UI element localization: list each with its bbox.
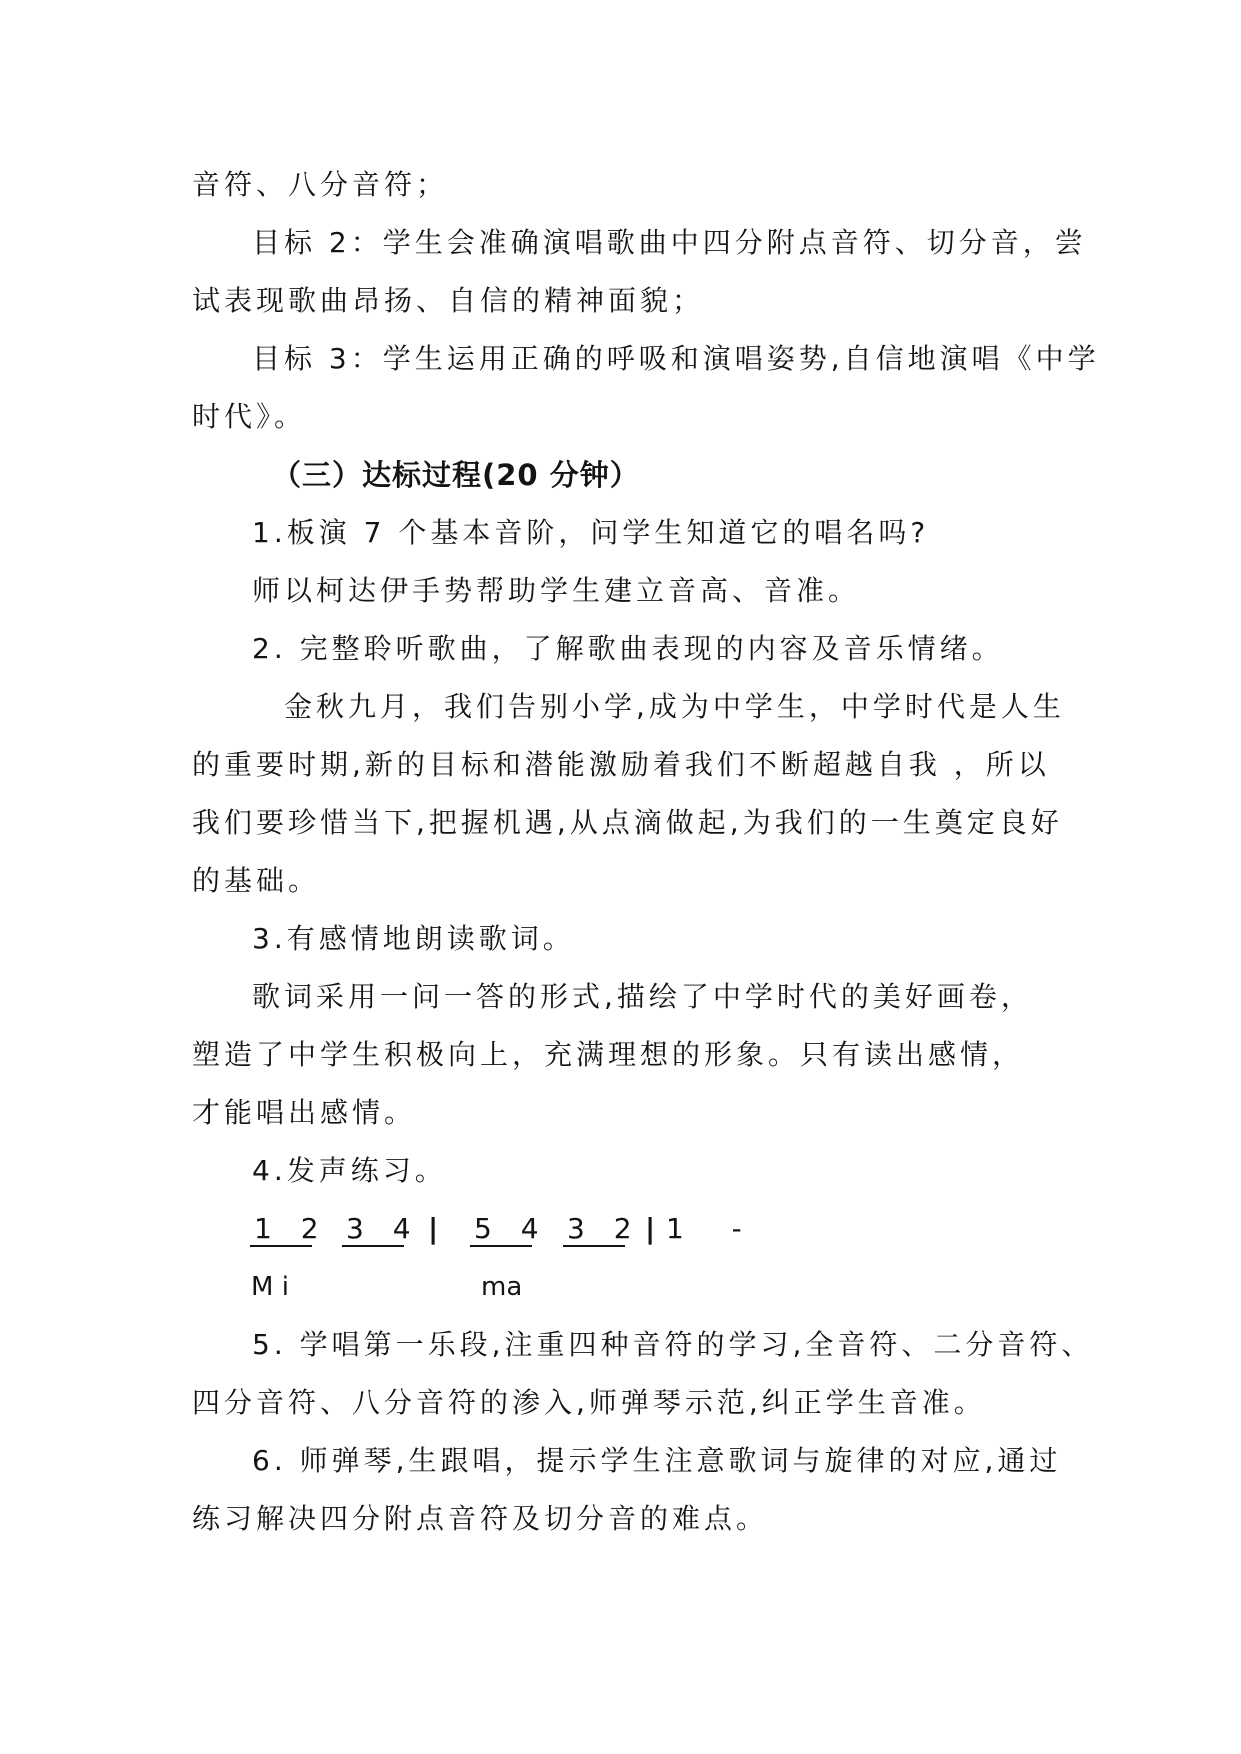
paragraph-line: 的重要时期,新的目标和潜能激励着我们不断超越自我 ，所以 [192,748,1050,781]
step-5-line: 5. 学唱第一乐段,注重四种音符的学习,全音符、二分音符、 [252,1328,1094,1361]
syllables-row [0,1269,1241,1305]
note-tail: 1 - [666,1212,752,1245]
paragraph-line: 我们要珍惜当下,把握机遇,从点滴做起,为我们的一生奠定良好 [192,806,1063,839]
step-1-line: 1.板演 7 个基本音阶，问学生知道它的唱名吗? [252,516,930,549]
step-2-line: 2. 完整聆听歌曲，了解歌曲表现的内容及音乐情绪。 [252,632,1004,665]
paragraph-line: 试表现歌曲昂扬、自信的精神面貌； [192,284,705,317]
syllable: M i [251,1272,289,1302]
note-group: 1 2 [250,1211,312,1247]
paragraph-line: 金秋九月，我们告别小学,成为中学生，中学时代是人生 [284,690,1065,723]
step-6-line: 6. 师弹琴,生跟唱，提示学生注意歌词与旋律的对应,通过 [252,1444,1062,1477]
section-heading: （三）达标过程(20 分钟） [272,458,640,492]
note-group: 5 4 [470,1211,532,1247]
note-group: 3 2 [563,1211,625,1247]
bar-line: | [645,1212,656,1245]
paragraph-line: 的基础。 [192,864,321,897]
bar-line: | [428,1212,439,1245]
paragraph-line: 师以柯达伊手势帮助学生建立音高、音准。 [252,574,861,607]
goal-2-line: 目标 2：学生会准确演唱歌曲中四分附点音符、切分音，尝 [252,226,1087,259]
syllable: ma [481,1272,523,1302]
paragraph-line: 才能唱出感情。 [192,1096,417,1129]
paragraph-line: 时代》。 [192,400,307,433]
note-group: 3 4 [342,1211,404,1247]
goal-3-line: 目标 3：学生运用正确的呼吸和演唱姿势,自信地演唱《中学 [252,342,1100,375]
vocal-exercise-notation [0,1211,1241,1247]
step-4-line: 4.发声练习。 [252,1154,447,1187]
step-3-line: 3.有感情地朗读歌词。 [252,922,575,955]
paragraph-line: 塑造了中学生积极向上，充满理想的形象。只有读出感情， [192,1038,1025,1071]
paragraph-line: 音符、八分音符； [192,168,449,201]
paragraph-line: 歌词采用一问一答的形式,描绘了中学时代的美好画卷， [252,980,1033,1013]
paragraph-line: 练习解决四分附点音符及切分音的难点。 [192,1502,769,1535]
paragraph-line: 四分音符、八分音符的渗入,师弹琴示范,纠正学生音准。 [192,1386,986,1419]
